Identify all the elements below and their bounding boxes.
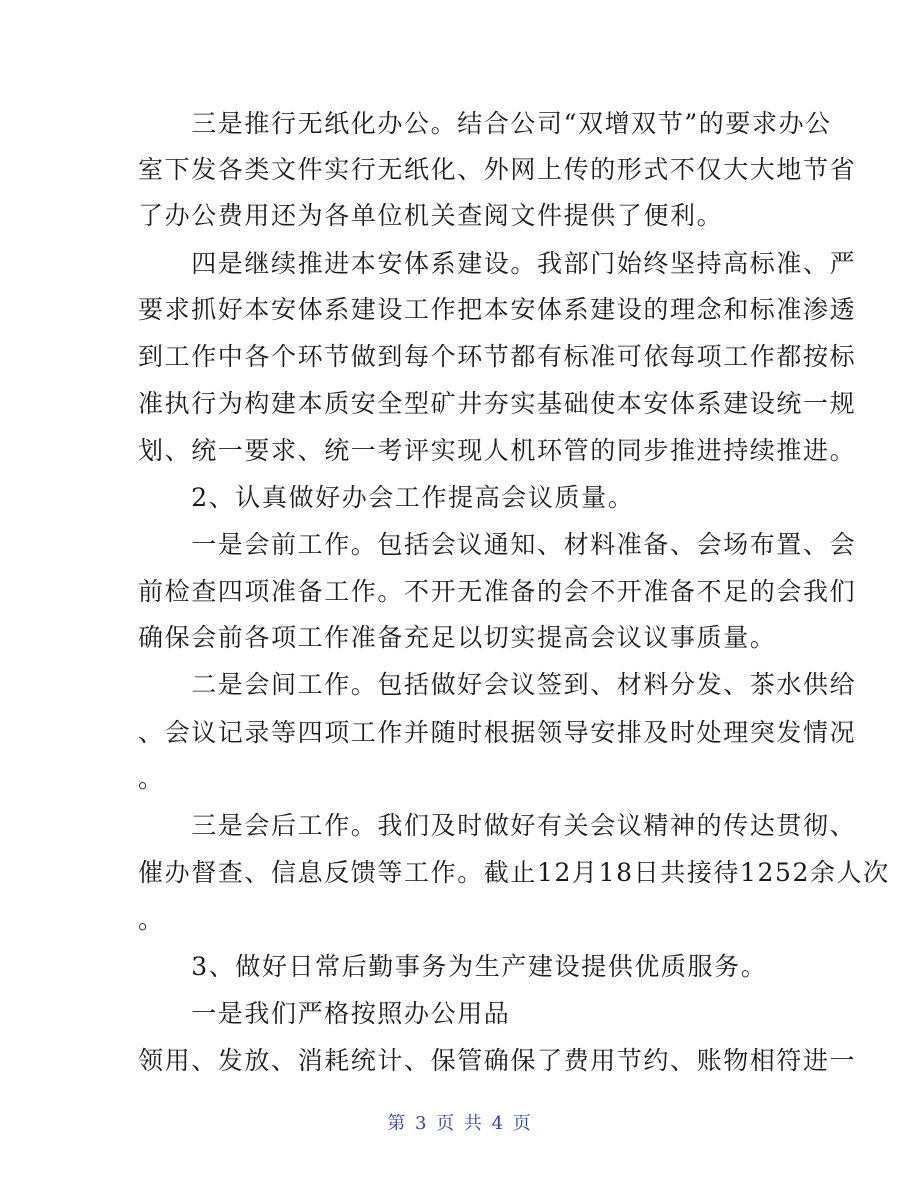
- text-line: 3、做好日常后勤事务为生产建设提供优质服务。: [138, 952, 768, 981]
- text-line: 准执行为构建本质安全型矿井夯实基础使本安体系建设统一规: [138, 389, 857, 418]
- text-line: 一是我们严格按照办公用品: [138, 999, 511, 1028]
- text-line: 室下发各类文件实行无纸化、外网上传的形式不仅大大地节省: [138, 155, 857, 184]
- text-line: 三是会后工作。我们及时做好有关会议精神的传达贯彻、: [138, 811, 857, 840]
- text-line: 三是推行无纸化办公。结合公司“双增双节”的要求办公: [138, 109, 832, 138]
- text-line: 要求抓好本安体系建设工作把本安体系建设的理念和标准渗透: [138, 295, 857, 324]
- text-line: 二是会间工作。包括做好会议签到、材料分发、茶水供给: [138, 670, 857, 699]
- text-line: 、会议记录等四项工作并随时根据领导安排及时处理突发情况: [138, 718, 857, 747]
- text-line: 到工作中各个环节做到每个环节都有标准可依每项工作都按标: [138, 342, 857, 371]
- text-line: 四是继续推进本安体系建设。我部门始终坚持高标准、严: [138, 249, 857, 278]
- text-line: 催办督查、信息反馈等工作。截止12月18日共接待1252余人次: [138, 858, 890, 887]
- page-number: 第 3 页 共 4 页: [387, 1113, 533, 1134]
- text-line: 。: [138, 905, 165, 934]
- text-line: 前检查四项准备工作。不开无准备的会不开准备不足的会我们: [138, 577, 857, 606]
- text-line: 确保会前各项工作准备充足以切实提高会议议事质量。: [138, 623, 777, 652]
- text-line: 。: [138, 764, 165, 793]
- text-line: 划、统一要求、统一考评实现人机环管的同步推进持续推进。: [138, 436, 857, 465]
- text-line: 一是会前工作。包括会议通知、材料准备、会场布置、会: [138, 530, 857, 559]
- text-line: 2、认真做好办会工作提高会议质量。: [138, 483, 635, 512]
- text-line: 了办公费用还为各单位机关查阅文件提供了便利。: [138, 201, 724, 230]
- text-line: 领用、发放、消耗统计、保管确保了费用节约、账物相符进一: [138, 1046, 857, 1075]
